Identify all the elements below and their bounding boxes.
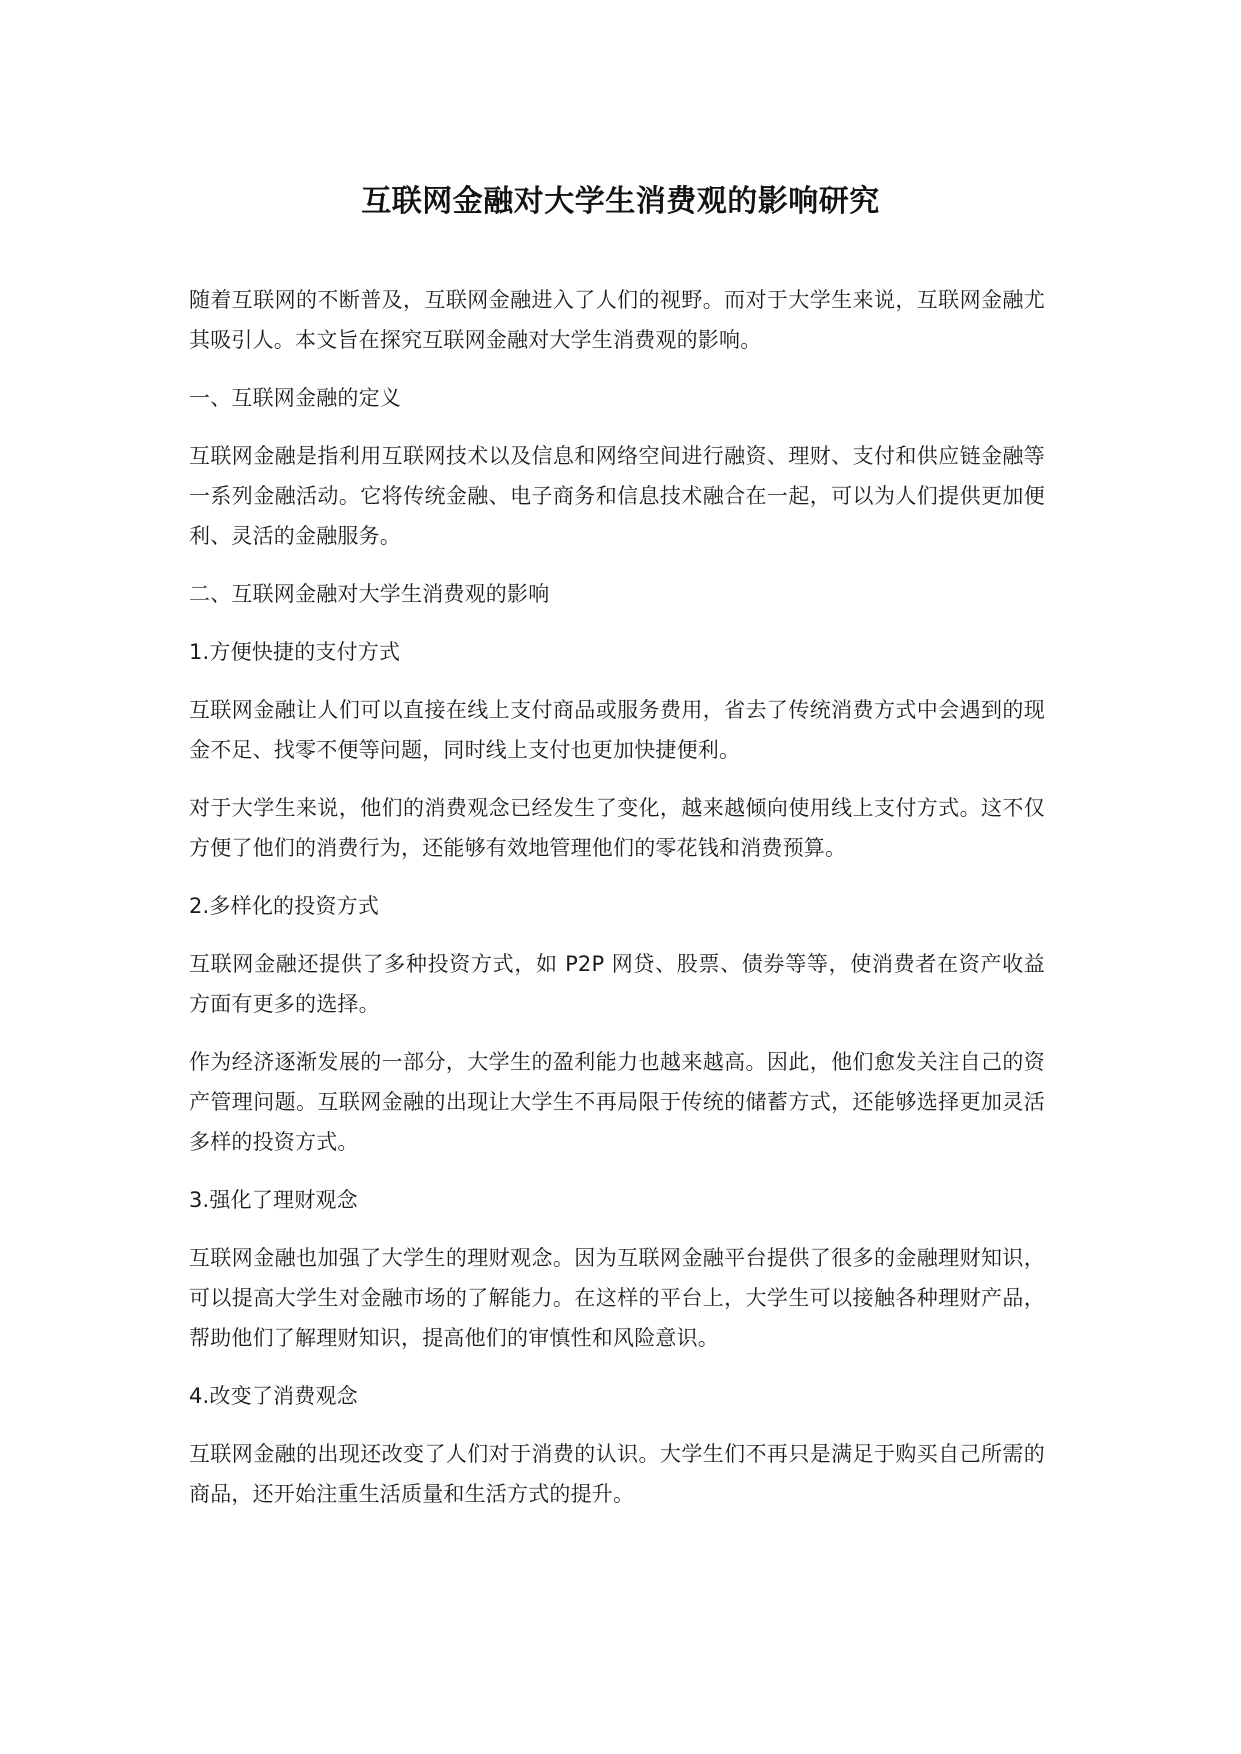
definition-paragraph: 互联网金融是指利用互联网技术以及信息和网络空间进行融资、理财、支付和供应链金融等一系列金融活动。它将传统金融、电子商务和信息技术融合在一起，可以为人们提供更加便利、灵活的金融服务。 [189, 444, 1045, 548]
investment-paragraph-1: 互联网金融还提供了多种投资方式，如 P2P 网贷、股票、债券等等，使消费者在资产收益方面有更多的选择。 [189, 952, 1045, 1016]
document-title: 互联网金融对大学生消费观的影响研究 [361, 184, 880, 219]
subheading-payment: 1.方便快捷的支付方式 [189, 640, 401, 664]
consumption-concept-paragraph: 互联网金融的出现还改变了人们对于消费的认识。大学生们不再只是满足于购买自己所需的商品，还开始注重生活质量和生活方式的提升。 [189, 1442, 1045, 1506]
finance-concept-paragraph: 互联网金融也加强了大学生的理财观念。因为互联网金融平台提供了很多的金融理财知识，可以提高大学生对金融市场的了解能力。在这样的平台上，大学生可以接触各种理财产品，帮助他们了解理财知识，提高他们的审慎性和风险意识。 [189, 1246, 1045, 1350]
subheading-finance-concept: 3.强化了理财观念 [189, 1188, 358, 1212]
subheading-consumption-concept: 4.改变了消费观念 [189, 1384, 358, 1408]
document-body [189, 280, 1045, 1532]
section-heading-impact: 二、互联网金融对大学生消费观的影响 [189, 582, 550, 606]
payment-paragraph-1: 互联网金融让人们可以直接在线上支付商品或服务费用，省去了传统消费方式中会遇到的现金不足、找零不便等问题，同时线上支付也更加快捷便利。 [189, 698, 1045, 762]
investment-paragraph-2: 作为经济逐渐发展的一部分，大学生的盈利能力也越来越高。因此，他们愈发关注自己的资产管理问题。互联网金融的出现让大学生不再局限于传统的储蓄方式，还能够选择更加灵活多样的投资方式。 [189, 1050, 1045, 1154]
intro-paragraph: 随着互联网的不断普及，互联网金融进入了人们的视野。而对于大学生来说，互联网金融尤其吸引人。本文旨在探究互联网金融对大学生消费观的影响。 [189, 288, 1045, 352]
section-heading-definition: 一、互联网金融的定义 [189, 386, 401, 410]
payment-paragraph-2: 对于大学生来说，他们的消费观念已经发生了变化，越来越倾向使用线上支付方式。这不仅方便了他们的消费行为，还能够有效地管理他们的零花钱和消费预算。 [189, 796, 1045, 860]
subheading-investment: 2.多样化的投资方式 [189, 894, 380, 918]
